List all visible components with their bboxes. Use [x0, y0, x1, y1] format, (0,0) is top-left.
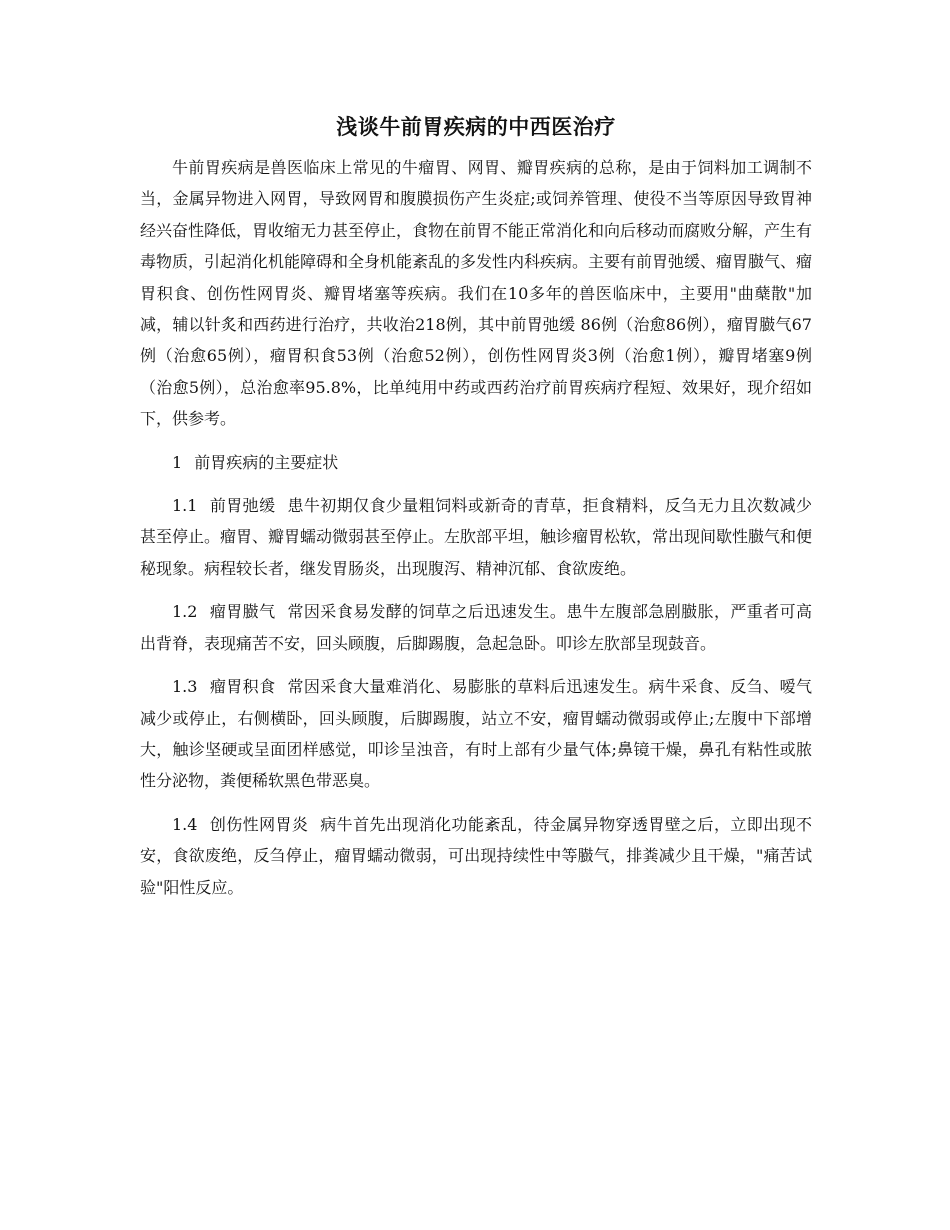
- document-title: 浅谈牛前胃疾病的中西医治疗: [336, 115, 616, 139]
- subsection-text: 患牛初期仅食少量粗饲料或新奇的青草，拒食精料，反刍无力且次数减少甚至停止。瘤胃、瓣胃蠕动微弱甚至停止。左肷部平坦，触诊瘤胃松软，常出现间歇性臌气和便秘现象。病程较长者，继发胃肠炎，出现腹泻、精神沉郁、食欲废绝。: [140, 496, 813, 578]
- subsection-1-3: [140, 671, 812, 797]
- subsection-heading: 创伤性网胃炎: [209, 814, 309, 834]
- subsection-text: 常因采食大量难消化、易膨胀的草料后迅速发生。病牛采食、反刍、嗳气减少或停止，右侧横卧，回头顾腹，后脚踢腹，站立不安，瘤胃蠕动微弱或停止;左腹中下部增大，触诊坚硬或呈面团样感觉，叩诊呈浊音，有时上部有少量气体;鼻镜干燥，鼻孔有粘性或脓性分泌物，粪便稀软黑色带恶臭。: [140, 677, 812, 791]
- subsection-text: 病牛首先出现消化功能紊乱，待金属异物穿透胃壁之后，立即出现不安，食欲废绝，反刍停止，瘤胃蠕动微弱，可出现持续性中等臌气，排粪减少且干燥，"痛苦试验"阳性反应。: [140, 814, 812, 897]
- subsection-heading: 瘤胃积食: [209, 677, 276, 697]
- intro-paragraph: 牛前胃疾病是兽医临床上常见的牛瘤胃、网胃、瓣胃疾病的总称，是由于饲料加工调制不当，金属异物进入网胃，导致网胃和腹膜损伤产生炎症;或饲养管理、使役不当等原因导致胃神经兴奋性降低，胃收缩无力甚至停止，食物在前胃不能正常消化和向后移动而腐败分解，产生有毒物质，引起消化机能障碍和全身机能紊乱的多发性内科疾病。主要有前胃弛缓、瘤胃臌气、瘤胃积食、创伤性网胃炎、瓣胃堵塞等疾病。我们在10多年的兽医临床中，主要用"曲蘖散"加减，辅以针炙和西药进行治疗，共收治218例，其中前胃弛缓 86例（治愈86例），瘤胃臌气67例（治愈65例），瘤胃积食53例（治愈52例），创伤性网胃炎3例（治愈1例），瓣胃堵塞9例（治愈5例），总治愈率95.8%，比单纯用中药或西药治疗前胃疾病疗程短、效果好，现介绍如下，供参考。: [140, 158, 813, 429]
- subsection-number: 1.1: [172, 496, 198, 516]
- section-heading: [140, 447, 812, 478]
- subsection-heading: 前胃弛缓: [209, 496, 276, 516]
- subsection-number: 1.3: [172, 677, 198, 697]
- subsection-1-1: [140, 490, 812, 584]
- subsection-1-4: [140, 809, 812, 903]
- subsection-number: 1.2: [172, 602, 198, 622]
- section-number: 1: [172, 452, 183, 472]
- document-page: [140, 112, 812, 915]
- subsection-heading: 瘤胃臌气: [209, 602, 276, 622]
- subsection-text: 常因采食易发酵的饲草之后迅速发生。患牛左腹部急剧臌胀，严重者可高出背脊，表现痛苦不安，回头顾腹，后脚踢腹，急起急卧。叩诊左肷部呈现鼓音。: [140, 602, 812, 653]
- section-title: 前胃疾病的主要症状: [194, 452, 339, 472]
- subsection-1-2: [140, 596, 812, 659]
- subsection-number: 1.4: [172, 814, 198, 834]
